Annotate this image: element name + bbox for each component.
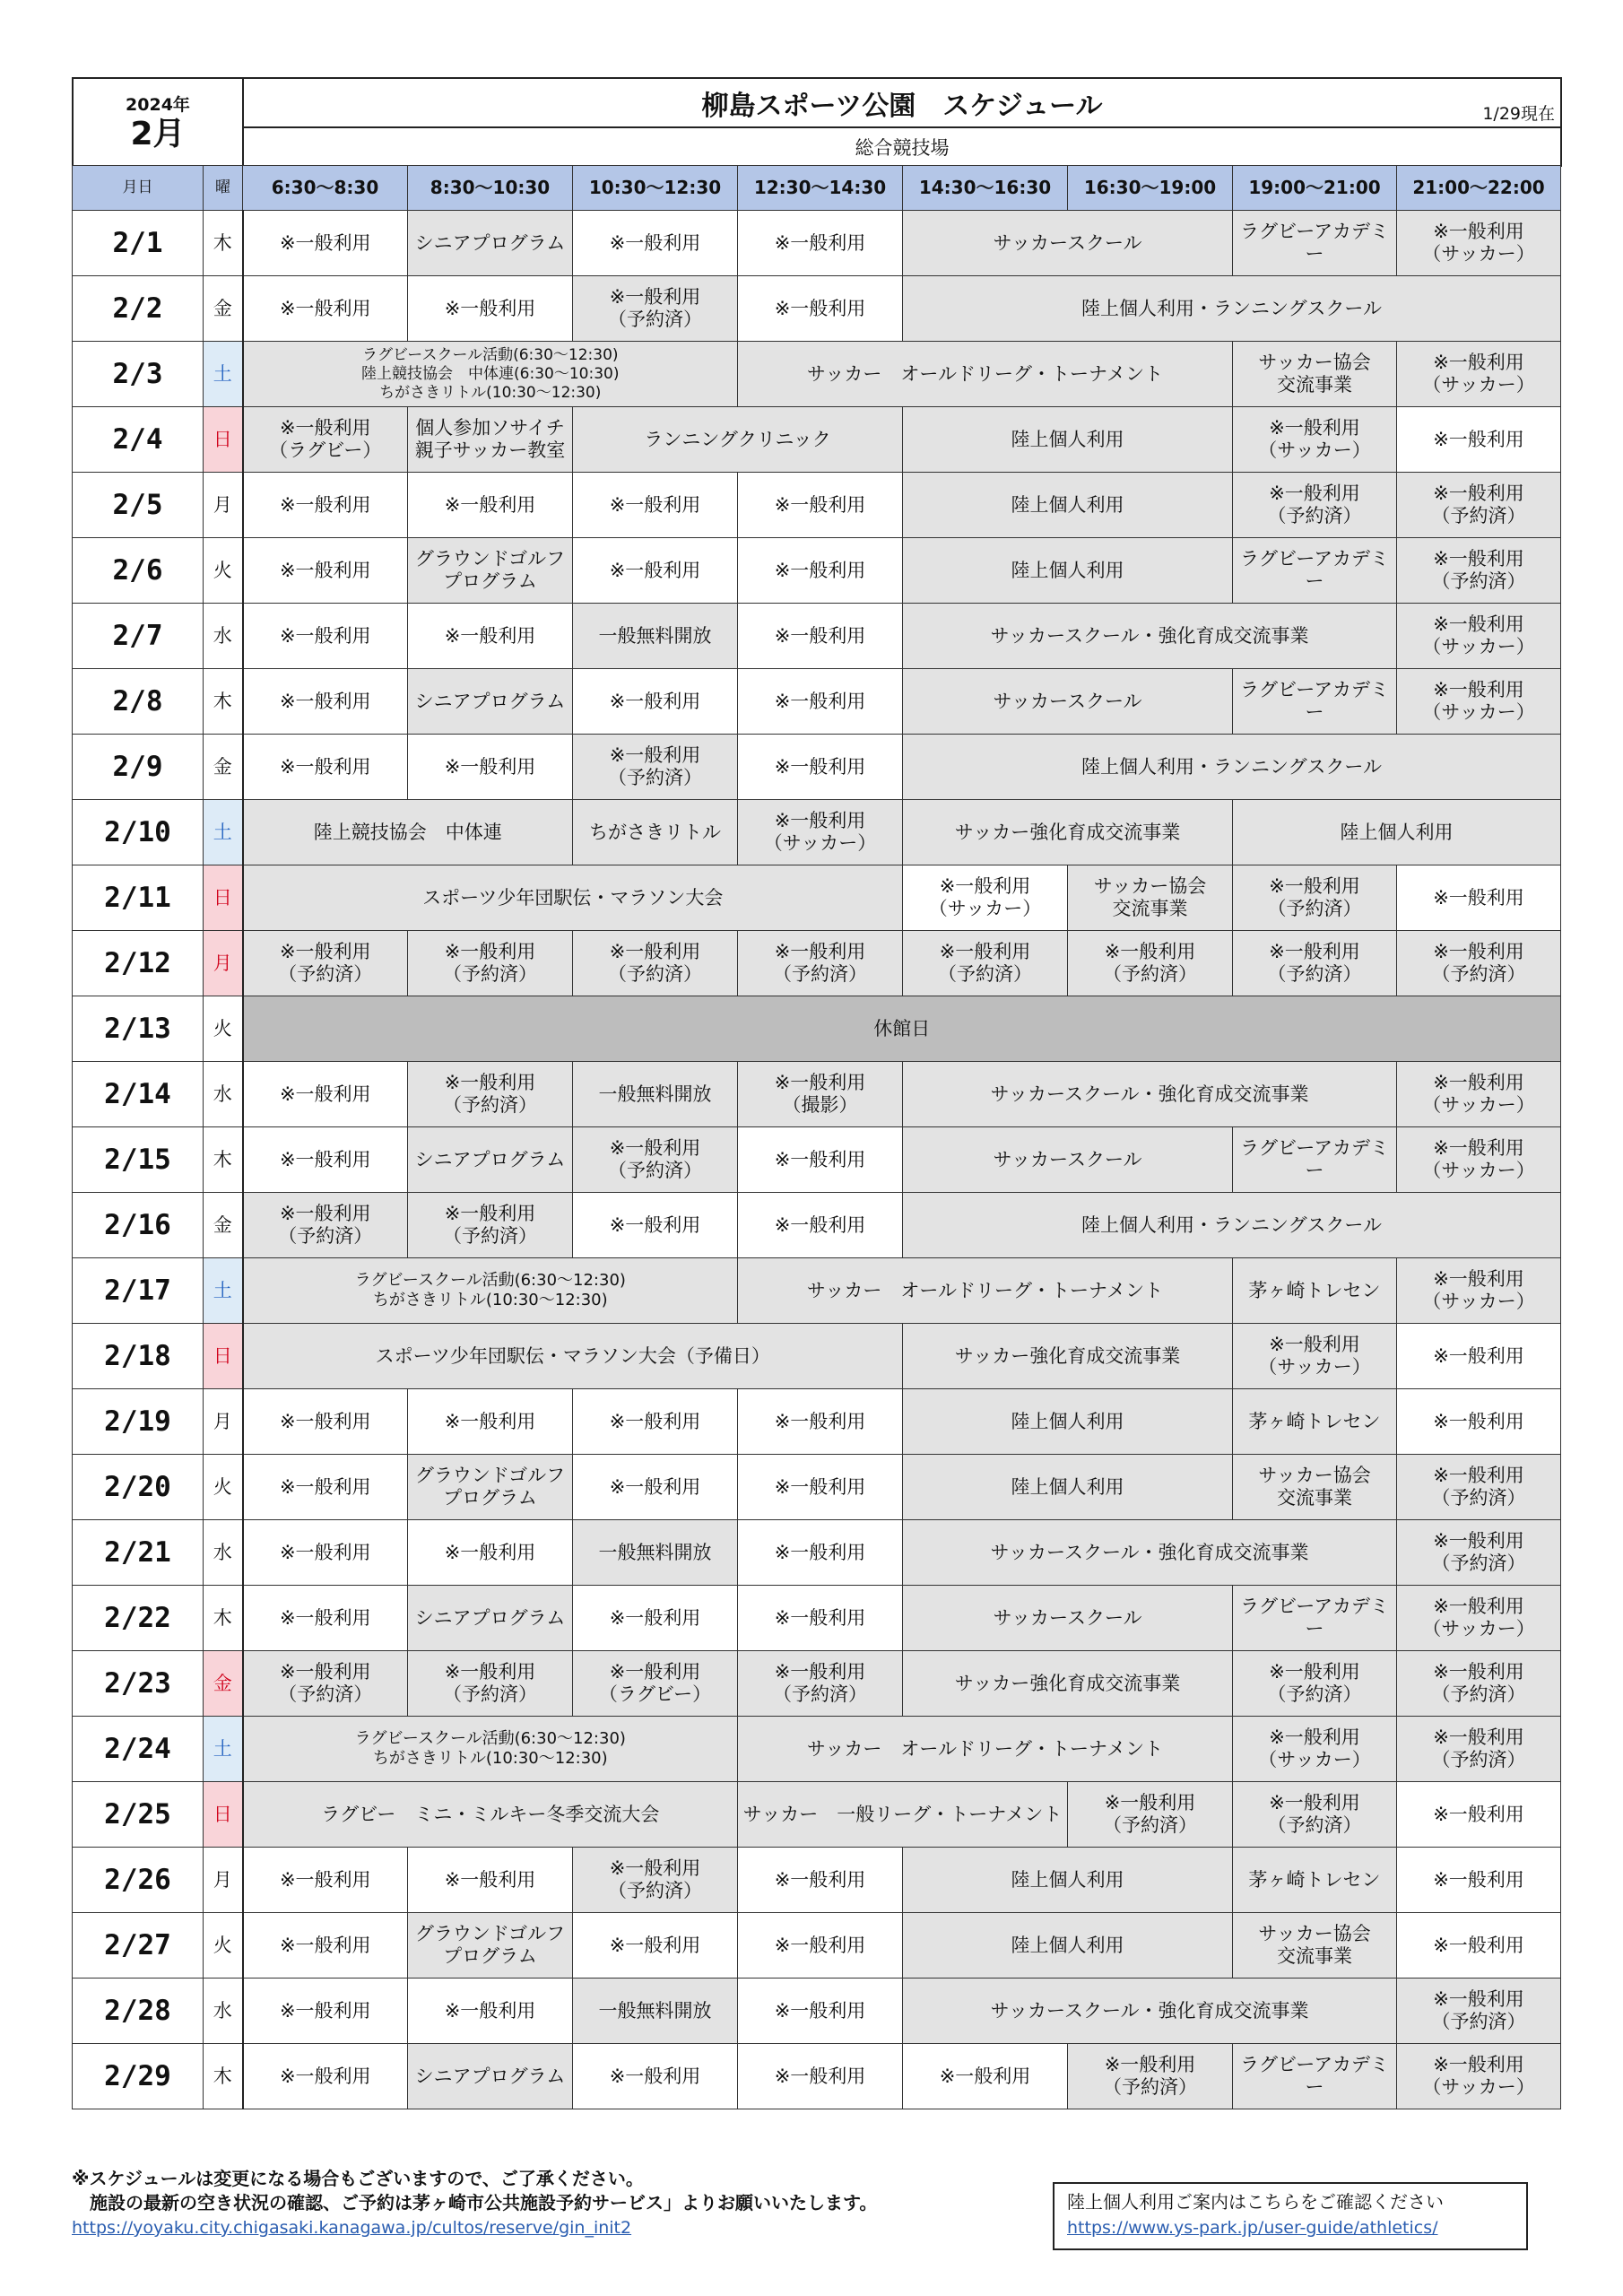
schedule-cell: 一般無料開放 (573, 1520, 738, 1586)
schedule-cell: サッカー協会 交流事業 (1233, 1913, 1397, 1979)
schedule-cell: ※一般利用 （予約済） (243, 1651, 408, 1717)
schedule-cell: ※一般利用 (738, 276, 903, 342)
weekday-cell: 日 (204, 407, 243, 473)
schedule-cell: ※一般利用 (573, 1389, 738, 1455)
schedule-cell: ラグビーアカデミー (1233, 211, 1397, 276)
schedule-row (73, 1324, 1561, 1389)
schedule-cell: ※一般利用 （予約済） (1233, 473, 1397, 538)
schedule-cell: ※一般利用 （予約済） (408, 931, 573, 996)
schedule-cell: ※一般利用 (738, 1455, 903, 1520)
schedule-cell: ※一般利用 (573, 1586, 738, 1651)
date-cell: 2/5 (73, 473, 204, 538)
weekday-cell: 金 (204, 1651, 243, 1717)
date-cell: 2/28 (73, 1979, 204, 2044)
schedule-row (73, 1979, 1561, 2044)
schedule-cell: ※一般利用 (408, 735, 573, 800)
schedule-cell: ※一般利用 （予約済） (243, 931, 408, 996)
schedule-cell: シニアプログラム (408, 669, 573, 735)
schedule-cell: ※一般利用 (573, 2044, 738, 2109)
schedule-cell: ※一般利用 (243, 538, 408, 604)
schedule-cell: ※一般利用 （サッカー） (1397, 2044, 1561, 2109)
schedule-cell: ※一般利用 (573, 669, 738, 735)
schedule-cell: ※一般利用 (243, 473, 408, 538)
schedule-row (73, 604, 1561, 669)
weekday-cell: 月 (204, 473, 243, 538)
schedule-row (73, 407, 1561, 473)
schedule-row (73, 669, 1561, 735)
date-cell: 2/8 (73, 669, 204, 735)
schedule-cell: ※一般利用 (408, 473, 573, 538)
schedule-row (73, 1520, 1561, 1586)
schedule-cell: ※一般利用 (738, 211, 903, 276)
weekday-cell: 土 (204, 1258, 243, 1324)
schedule-cell: ※一般利用 （サッカー） (1233, 407, 1397, 473)
schedule-cell: サッカー強化育成交流事業 (903, 1651, 1233, 1717)
schedule-cell: ※一般利用 （サッカー） (1397, 669, 1561, 735)
athletics-info-box (1053, 2182, 1528, 2250)
schedule-cell: ※一般利用 （サッカー） (1397, 342, 1561, 407)
date-cell: 2/1 (73, 211, 204, 276)
schedule-cell: 陸上個人利用・ランニングスクール (903, 735, 1561, 800)
year-month-cell (73, 78, 243, 166)
schedule-cell: ※一般利用 (243, 735, 408, 800)
weekday-cell: 木 (204, 669, 243, 735)
weekday-cell: 月 (204, 1389, 243, 1455)
schedule-cell: ※一般利用 （サッカー） (1397, 1586, 1561, 1651)
schedule-body (73, 211, 1561, 2109)
column-header-row (73, 166, 1561, 211)
schedule-cell: ※一般利用 （予約済） (1397, 473, 1561, 538)
schedule-cell: サッカー協会 交流事業 (1233, 342, 1397, 407)
weekday-cell: 火 (204, 1913, 243, 1979)
weekday-cell: 日 (204, 865, 243, 931)
schedule-row (73, 473, 1561, 538)
schedule-cell: ランニングクリニック (573, 407, 903, 473)
schedule-cell: サッカースクール (903, 211, 1233, 276)
weekday-cell: 火 (204, 996, 243, 1062)
date-cell: 2/12 (73, 931, 204, 996)
schedule-cell: ※一般利用 (738, 1127, 903, 1193)
slot-header: 12:30～14:30 (738, 166, 903, 211)
date-cell: 2/21 (73, 1520, 204, 1586)
weekday-cell: 月 (204, 931, 243, 996)
schedule-cell: ※一般利用 (243, 1848, 408, 1913)
slot-header: 16:30～19:00 (1068, 166, 1233, 211)
schedule-cell: サッカースクール・強化育成交流事業 (903, 604, 1397, 669)
reservation-notice: 施設の最新の空き状況の確認、ご予約は茅ヶ崎市公共施設予約サービス」よりお願いいたします。 (72, 2192, 878, 2213)
schedule-row (73, 342, 1561, 407)
schedule-cell: サッカースクール・強化育成交流事業 (903, 1062, 1397, 1127)
schedule-cell: スポーツ少年団駅伝・マラソン大会 (243, 865, 903, 931)
facility-name: 総合競技場 (243, 127, 1561, 166)
schedule-cell: サッカー オールドリーグ・トーナメント (738, 1258, 1233, 1324)
schedule-cell: ※一般利用 (738, 2044, 903, 2109)
weekday-cell: 水 (204, 1520, 243, 1586)
date-cell: 2/24 (73, 1717, 204, 1782)
date-cell: 2/27 (73, 1913, 204, 1979)
slot-header: 8:30～10:30 (408, 166, 573, 211)
schedule-cell: ラグビーアカデミー (1233, 538, 1397, 604)
schedule-cell: ※一般利用 （予約済） (1068, 1782, 1233, 1848)
schedule-cell: 一般無料開放 (573, 604, 738, 669)
schedule-cell: 茅ヶ崎トレセン (1233, 1258, 1397, 1324)
schedule-cell: ラグビーアカデミー (1233, 2044, 1397, 2109)
schedule-cell: 陸上個人利用 (903, 1913, 1233, 1979)
schedule-cell: ※一般利用 （サッカー） (903, 865, 1068, 931)
date-cell: 2/16 (73, 1193, 204, 1258)
slot-header: 14:30～16:30 (903, 166, 1068, 211)
slot-header: 10:30～12:30 (573, 166, 738, 211)
schedule-cell: グラウンドゴルフ プログラム (408, 1455, 573, 1520)
schedule-cell: 一般無料開放 (573, 1062, 738, 1127)
schedule-cell: 陸上個人利用・ランニングスクール (903, 276, 1561, 342)
date-cell: 2/11 (73, 865, 204, 931)
date-cell: 2/29 (73, 2044, 204, 2109)
schedule-cell: ※一般利用 （予約済） (1397, 1520, 1561, 1586)
dow-column-header: 曜 (204, 166, 243, 211)
date-cell: 2/14 (73, 1062, 204, 1127)
schedule-row (73, 1455, 1561, 1520)
schedule-cell: シニアプログラム (408, 1586, 573, 1651)
schedule-cell: ※一般利用 (1397, 1782, 1561, 1848)
schedule-row (73, 276, 1561, 342)
schedule-cell: スポーツ少年団駅伝・マラソン大会（予備日） (243, 1324, 903, 1389)
schedule-cell: ※一般利用 （サッカー） (1397, 1258, 1561, 1324)
schedule-cell: 陸上個人利用 (903, 407, 1233, 473)
schedule-cell: サッカー オールドリーグ・トーナメント (738, 342, 1233, 407)
change-notice: ※スケジュールは変更になる場合もございますので、ご了承ください。 (72, 2168, 644, 2189)
weekday-cell: 木 (204, 1127, 243, 1193)
schedule-cell: ※一般利用 （予約済） (573, 276, 738, 342)
date-cell: 2/22 (73, 1586, 204, 1651)
schedule-cell: ※一般利用 （予約済） (408, 1651, 573, 1717)
schedule-cell: ※一般利用 (1397, 407, 1561, 473)
weekday-cell: 土 (204, 800, 243, 865)
weekday-cell: 金 (204, 276, 243, 342)
schedule-cell: ※一般利用 (408, 1520, 573, 1586)
schedule-cell: ※一般利用 （ラグビー） (243, 407, 408, 473)
schedule-cell: ※一般利用 （サッカー） (1397, 211, 1561, 276)
weekday-cell: 水 (204, 604, 243, 669)
weekday-cell: 土 (204, 342, 243, 407)
schedule-cell: ※一般利用 （予約済） (903, 931, 1068, 996)
schedule-cell: ※一般利用 (573, 1455, 738, 1520)
schedule-cell: シニアプログラム (408, 211, 573, 276)
schedule-cell: ※一般利用 (243, 669, 408, 735)
header-table (72, 77, 1562, 167)
weekday-cell: 月 (204, 1848, 243, 1913)
month-label: 2月 (130, 115, 186, 152)
athletics-info-text: 陸上個人利用ご案内はこちらをご確認ください (1067, 2191, 1444, 2213)
schedule-cell: 陸上個人利用 (903, 1455, 1233, 1520)
schedule-cell: ※一般利用 (738, 604, 903, 669)
schedule-cell: ※一般利用 (1397, 1848, 1561, 1913)
schedule-cell: ※一般利用 (573, 1193, 738, 1258)
weekday-cell: 火 (204, 1455, 243, 1520)
schedule-cell: ※一般利用 (1397, 865, 1561, 931)
schedule-cell: ※一般利用 （撮影） (738, 1062, 903, 1127)
schedule-cell: ラグビーアカデミー (1233, 1586, 1397, 1651)
schedule-cell: ※一般利用 （ラグビー） (573, 1651, 738, 1717)
closed-day-cell: 休館日 (243, 996, 1561, 1062)
schedule-cell: ※一般利用 （予約済） (243, 1193, 408, 1258)
date-cell: 2/26 (73, 1848, 204, 1913)
weekday-cell: 木 (204, 1586, 243, 1651)
schedule-cell: サッカー強化育成交流事業 (903, 1324, 1233, 1389)
date-cell: 2/6 (73, 538, 204, 604)
schedule-cell: ※一般利用 (243, 276, 408, 342)
schedule-cell: ※一般利用 (573, 473, 738, 538)
schedule-cell: ※一般利用 (738, 1848, 903, 1913)
schedule-cell: ちがさきリトル (573, 800, 738, 865)
date-cell: 2/10 (73, 800, 204, 865)
date-cell: 2/17 (73, 1258, 204, 1324)
schedule-row (73, 1193, 1561, 1258)
schedule-cell: 一般無料開放 (573, 1979, 738, 2044)
schedule-sheet (72, 77, 1560, 2109)
schedule-cell: ※一般利用 (738, 1520, 903, 1586)
title-cell (243, 78, 1561, 127)
slot-header: 6:30～8:30 (243, 166, 408, 211)
date-cell: 2/18 (73, 1324, 204, 1389)
schedule-cell: ※一般利用 (573, 1913, 738, 1979)
date-cell: 2/2 (73, 276, 204, 342)
schedule-row (73, 1913, 1561, 1979)
athletics-guide-link[interactable]: https://www.ys-park.jp/user-guide/athletics/ (1067, 2218, 1438, 2238)
weekday-cell: 木 (204, 2044, 243, 2109)
schedule-cell: ※一般利用 (243, 1455, 408, 1520)
schedule-cell: サッカー 一般リーグ・トーナメント (738, 1782, 1068, 1848)
schedule-cell: 茅ヶ崎トレセン (1233, 1389, 1397, 1455)
schedule-cell: 個人参加ソサイチ 親子サッカー教室 (408, 407, 573, 473)
schedule-cell: 陸上競技協会 中体連 (243, 800, 573, 865)
schedule-cell: 陸上個人利用 (903, 1389, 1233, 1455)
schedule-cell: ※一般利用 (408, 604, 573, 669)
schedule-row (73, 211, 1561, 276)
schedule-row (73, 1389, 1561, 1455)
schedule-cell: ※一般利用 （予約済） (1397, 1651, 1561, 1717)
schedule-cell: ※一般利用 （予約済） (573, 931, 738, 996)
year-label: 2024年 (126, 94, 190, 115)
weekday-cell: 土 (204, 1717, 243, 1782)
schedule-cell: ラグビースクール活動(6:30～12:30) ちがさきリトル(10:30～12:30) (243, 1258, 738, 1324)
schedule-row (73, 1127, 1561, 1193)
schedule-cell: ※一般利用 （予約済） (1233, 865, 1397, 931)
schedule-cell: ※一般利用 （予約済） (408, 1062, 573, 1127)
reservation-link[interactable]: https://yoyaku.city.chigasaki.kanagawa.jp/cultos/reserve/gin_init2 (72, 2218, 632, 2238)
schedule-cell: ※一般利用 (243, 604, 408, 669)
schedule-cell: ラグビースクール活動(6:30～12:30) ちがさきリトル(10:30～12:30) (243, 1717, 738, 1782)
weekday-cell: 木 (204, 211, 243, 276)
date-column-header: 月日 (73, 166, 204, 211)
schedule-cell: ※一般利用 (243, 211, 408, 276)
date-cell: 2/15 (73, 1127, 204, 1193)
as-of-date: 1/29現在 (1482, 104, 1555, 125)
date-cell: 2/4 (73, 407, 204, 473)
schedule-cell: ※一般利用 (1397, 1324, 1561, 1389)
date-cell: 2/7 (73, 604, 204, 669)
weekday-cell: 日 (204, 1782, 243, 1848)
schedule-cell: ※一般利用 (738, 538, 903, 604)
schedule-cell: ※一般利用 （予約済） (408, 1193, 573, 1258)
schedule-cell: 陸上個人利用・ランニングスクール (903, 1193, 1561, 1258)
schedule-cell: サッカー強化育成交流事業 (903, 800, 1233, 865)
date-cell: 2/19 (73, 1389, 204, 1455)
schedule-cell: ※一般利用 (243, 1389, 408, 1455)
schedule-cell: サッカースクール (903, 1127, 1233, 1193)
schedule-cell: ※一般利用 （サッカー） (1397, 604, 1561, 669)
date-cell: 2/9 (73, 735, 204, 800)
schedule-row (73, 1586, 1561, 1651)
schedule-cell: サッカー協会 交流事業 (1233, 1455, 1397, 1520)
schedule-row (73, 538, 1561, 604)
schedule-cell: サッカースクール (903, 1586, 1233, 1651)
schedule-cell: 陸上個人利用 (903, 473, 1233, 538)
schedule-cell: サッカースクール (903, 669, 1233, 735)
schedule-table (72, 165, 1561, 2109)
schedule-cell: 陸上個人利用 (1233, 800, 1561, 865)
schedule-cell: ラグビースクール活動(6:30～12:30) 陸上競技協会 中体連(6:30～10:30) ちがさきリトル(10:30～12:30) (243, 342, 738, 407)
weekday-cell: 金 (204, 735, 243, 800)
date-cell: 2/3 (73, 342, 204, 407)
weekday-cell: 火 (204, 538, 243, 604)
schedule-cell: ※一般利用 （予約済） (1397, 931, 1561, 996)
schedule-cell: ※一般利用 (243, 2044, 408, 2109)
schedule-cell: ※一般利用 (408, 276, 573, 342)
weekday-cell: 日 (204, 1324, 243, 1389)
schedule-cell: ラグビーアカデミー (1233, 669, 1397, 735)
schedule-cell: ※一般利用 (738, 1193, 903, 1258)
schedule-cell: 茅ヶ崎トレセン (1233, 1848, 1397, 1913)
schedule-cell: ※一般利用 (1397, 1389, 1561, 1455)
schedule-cell: ※一般利用 (243, 1520, 408, 1586)
schedule-cell: ※一般利用 （予約済） (1397, 1717, 1561, 1782)
schedule-cell: ※一般利用 （予約済） (573, 735, 738, 800)
schedule-cell: ※一般利用 （予約済） (738, 1651, 903, 1717)
schedule-cell: ※一般利用 (738, 1913, 903, 1979)
date-cell: 2/23 (73, 1651, 204, 1717)
schedule-cell: サッカー協会 交流事業 (1068, 865, 1233, 931)
schedule-cell: ※一般利用 （予約済） (1068, 931, 1233, 996)
schedule-cell: サッカー オールドリーグ・トーナメント (738, 1717, 1233, 1782)
schedule-cell: ※一般利用 (738, 473, 903, 538)
weekday-cell: 水 (204, 1979, 243, 2044)
schedule-cell: ※一般利用 (738, 1389, 903, 1455)
slot-header: 19:00～21:00 (1233, 166, 1397, 211)
schedule-cell: ※一般利用 (408, 1848, 573, 1913)
schedule-row (73, 2044, 1561, 2109)
schedule-cell: サッカースクール・強化育成交流事業 (903, 1979, 1397, 2044)
slot-header: 21:00～22:00 (1397, 166, 1561, 211)
schedule-cell: ※一般利用 (1397, 1913, 1561, 1979)
schedule-cell: ※一般利用 (408, 1979, 573, 2044)
schedule-cell: ラグビーアカデミー (1233, 1127, 1397, 1193)
schedule-cell: ※一般利用 （サッカー） (1397, 1062, 1561, 1127)
schedule-cell: ※一般利用 (243, 1062, 408, 1127)
schedule-cell: ※一般利用 (738, 1979, 903, 2044)
schedule-row (73, 1717, 1561, 1782)
schedule-cell: ※一般利用 （サッカー） (738, 800, 903, 865)
schedule-cell: ※一般利用 （予約済） (1397, 538, 1561, 604)
schedule-row (73, 1062, 1561, 1127)
schedule-row (73, 996, 1561, 1062)
schedule-cell: ラグビー ミニ・ミルキー冬季交流大会 (243, 1782, 738, 1848)
schedule-row (73, 1848, 1561, 1913)
schedule-cell: 陸上個人利用 (903, 1848, 1233, 1913)
schedule-row (73, 1651, 1561, 1717)
schedule-cell: ※一般利用 （予約済） (1397, 1455, 1561, 1520)
schedule-cell: ※一般利用 （サッカー） (1397, 1127, 1561, 1193)
schedule-cell: サッカースクール・強化育成交流事業 (903, 1520, 1397, 1586)
schedule-cell: ※一般利用 (573, 211, 738, 276)
schedule-cell: ※一般利用 (573, 538, 738, 604)
schedule-cell: シニアプログラム (408, 2044, 573, 2109)
schedule-row (73, 931, 1561, 996)
schedule-cell: ※一般利用 (243, 1979, 408, 2044)
schedule-row (73, 735, 1561, 800)
date-cell: 2/20 (73, 1455, 204, 1520)
schedule-cell: 陸上個人利用 (903, 538, 1233, 604)
footer-notes (72, 2167, 877, 2240)
schedule-cell: ※一般利用 (738, 735, 903, 800)
schedule-row (73, 800, 1561, 865)
schedule-cell: ※一般利用 (243, 1913, 408, 1979)
date-cell: 2/25 (73, 1782, 204, 1848)
schedule-cell: ※一般利用 (408, 1389, 573, 1455)
schedule-cell: ※一般利用 （予約済） (1233, 1651, 1397, 1717)
schedule-row (73, 865, 1561, 931)
schedule-cell: ※一般利用 (243, 1127, 408, 1193)
schedule-row (73, 1258, 1561, 1324)
weekday-cell: 水 (204, 1062, 243, 1127)
schedule-cell: ※一般利用 （サッカー） (1233, 1717, 1397, 1782)
schedule-cell: ※一般利用 （予約済） (1233, 931, 1397, 996)
schedule-cell: ※一般利用 (738, 669, 903, 735)
page-title: 柳島スポーツ公園 スケジュール (701, 90, 1103, 122)
date-cell: 2/13 (73, 996, 204, 1062)
schedule-cell: ※一般利用 (903, 2044, 1068, 2109)
schedule-cell: グラウンドゴルフ プログラム (408, 1913, 573, 1979)
schedule-cell: ※一般利用 (243, 1586, 408, 1651)
schedule-cell: ※一般利用 （予約済） (1233, 1782, 1397, 1848)
schedule-cell: ※一般利用 （サッカー） (1233, 1324, 1397, 1389)
schedule-row (73, 1782, 1561, 1848)
schedule-cell: ※一般利用 (738, 1586, 903, 1651)
schedule-cell: ※一般利用 （予約済） (573, 1848, 738, 1913)
schedule-cell: ※一般利用 （予約済） (1068, 2044, 1233, 2109)
schedule-cell: シニアプログラム (408, 1127, 573, 1193)
schedule-cell: ※一般利用 （予約済） (738, 931, 903, 996)
weekday-cell: 金 (204, 1193, 243, 1258)
schedule-cell: グラウンドゴルフ プログラム (408, 538, 573, 604)
schedule-cell: ※一般利用 （予約済） (573, 1127, 738, 1193)
schedule-cell: ※一般利用 （予約済） (1397, 1979, 1561, 2044)
